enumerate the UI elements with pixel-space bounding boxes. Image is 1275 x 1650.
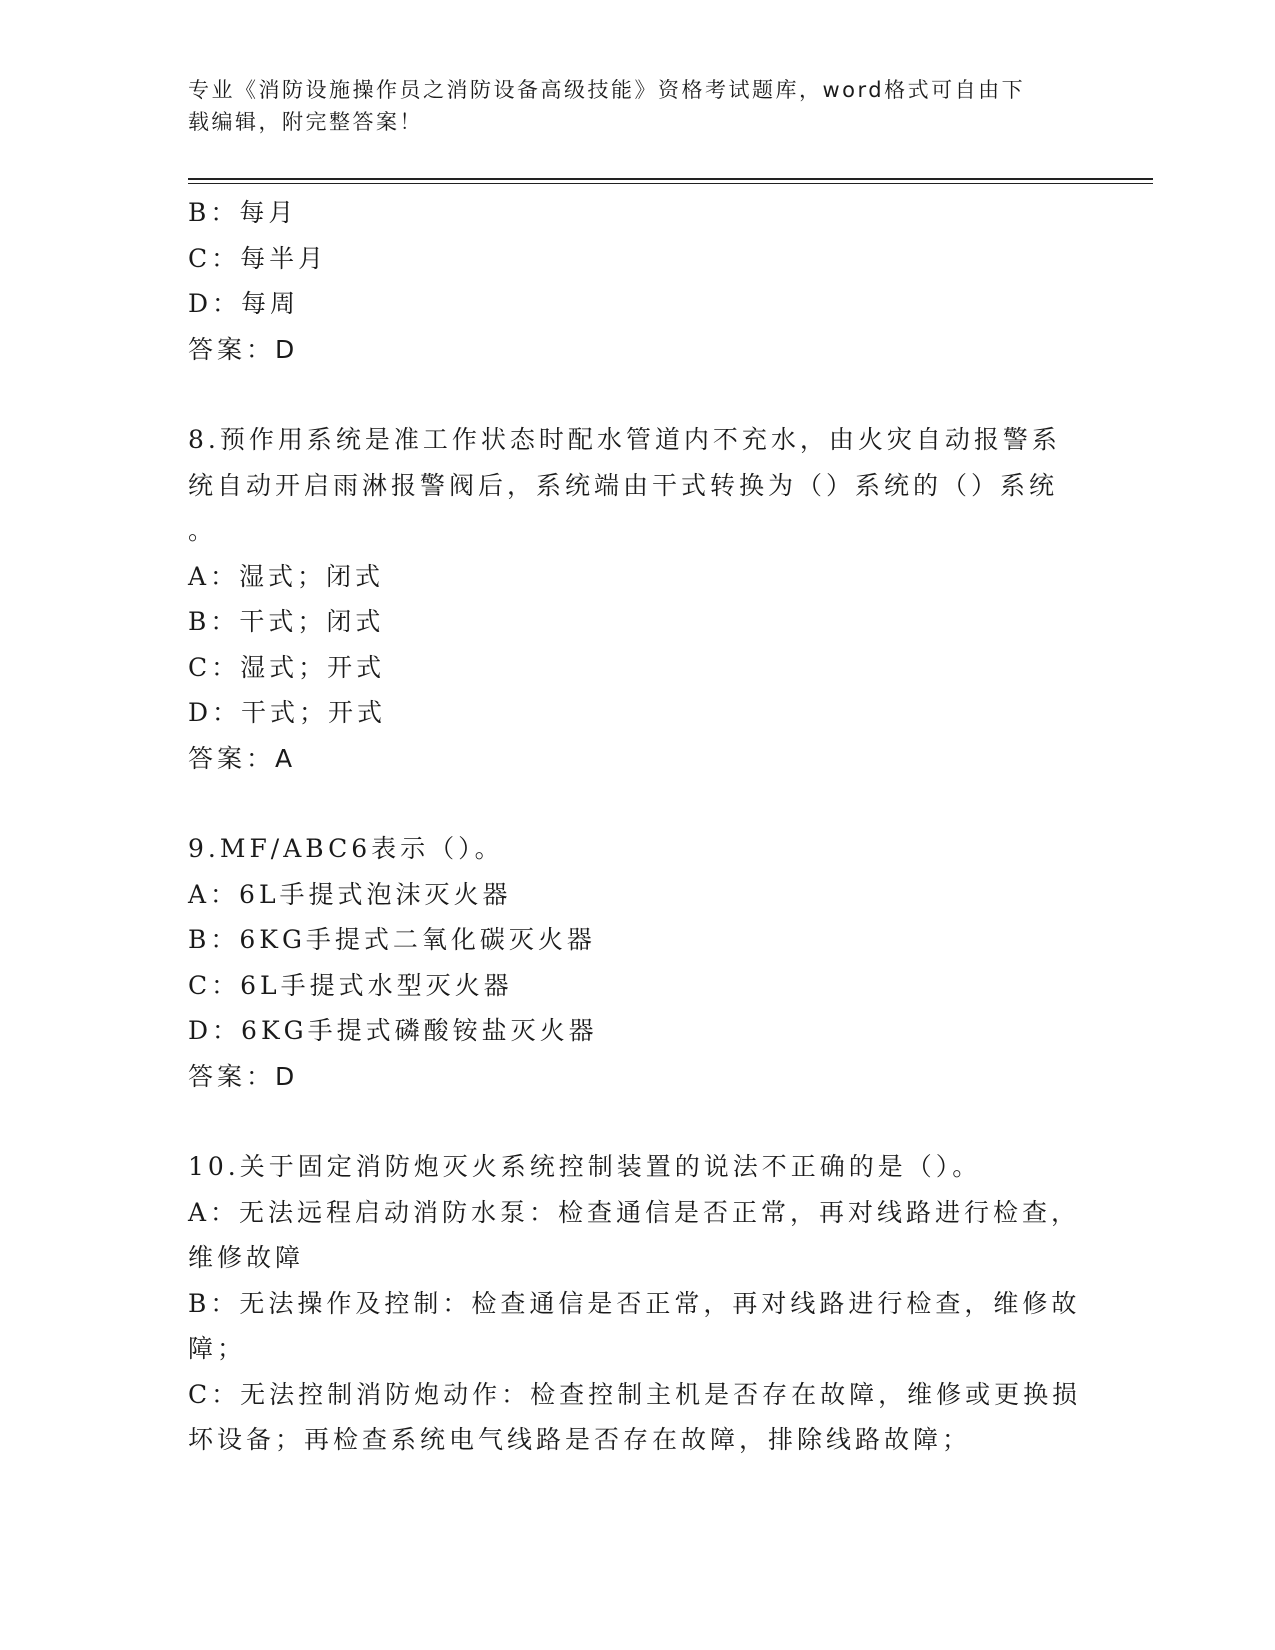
question-stem-line: 9.MF/ABC6表示（）。: [188, 834, 504, 863]
previous-question-tail: [188, 190, 1088, 372]
question-stem-line: 10.关于固定消防炮灭火系统控制装置的说法不正确的是（）。: [188, 1152, 982, 1181]
option-b: B：每月: [188, 198, 298, 227]
option-c: C：每半月: [188, 243, 328, 273]
option-d: D：6KG手提式磷酸铵盐灭火器: [188, 1016, 598, 1045]
option-c: C：湿式；开式: [188, 652, 386, 682]
question-9: [188, 826, 1088, 1099]
question-10: [188, 1144, 1088, 1463]
option-a: A：6L手提式泡沫灭火器: [188, 879, 512, 909]
option-c: C：无法控制消防炮动作：检查控制主机是否存在故障，维修或更换损: [188, 1379, 1082, 1409]
question-stem-line: 8.预作用系统是准工作状态时配水管道内不充水，由火灾自动报警系: [188, 425, 1061, 454]
option-b: B：6KG手提式二氧化碳灭火器: [188, 925, 596, 954]
header-divider-thin: [188, 183, 1153, 184]
answer: 答案：D: [188, 1061, 299, 1091]
option-b: B：无法操作及控制：检查通信是否正常，再对线路进行检查，维修故: [188, 1288, 1081, 1318]
question-stem-line: 统自动开启雨淋报警阀后，系统端由干式转换为（）系统的（）系统: [188, 470, 1059, 500]
question-stem-line: 。: [188, 516, 218, 545]
question-8: [188, 417, 1088, 781]
header-line-1: 专业《消防设施操作员之消防设备高级技能》资格考试题库，word格式可自由下: [188, 78, 1026, 102]
answer: 答案：A: [188, 743, 297, 773]
option-d: D：每周: [188, 289, 300, 318]
answer: 答案：D: [188, 334, 299, 364]
option-b: B：干式；闭式: [188, 607, 385, 636]
header-divider-thick: [188, 178, 1153, 180]
option-c-continued: 坏设备；再检查系统电气线路是否存在故障，排除线路故障；: [188, 1425, 972, 1454]
option-b-continued: 障；: [188, 1334, 247, 1363]
header-line-2: 载编辑，附完整答案！: [188, 110, 423, 134]
page-header: [188, 74, 1078, 138]
option-d: D：干式；开式: [188, 698, 387, 727]
option-a: A：湿式；闭式: [188, 561, 385, 591]
option-c: C：6L手提式水型灭火器: [188, 970, 513, 1000]
option-a: A：无法远程启动消防水泵：检查通信是否正常，再对线路进行检查，: [188, 1197, 1081, 1227]
document-body: [188, 190, 1088, 1463]
option-a-continued: 维修故障: [188, 1243, 305, 1272]
